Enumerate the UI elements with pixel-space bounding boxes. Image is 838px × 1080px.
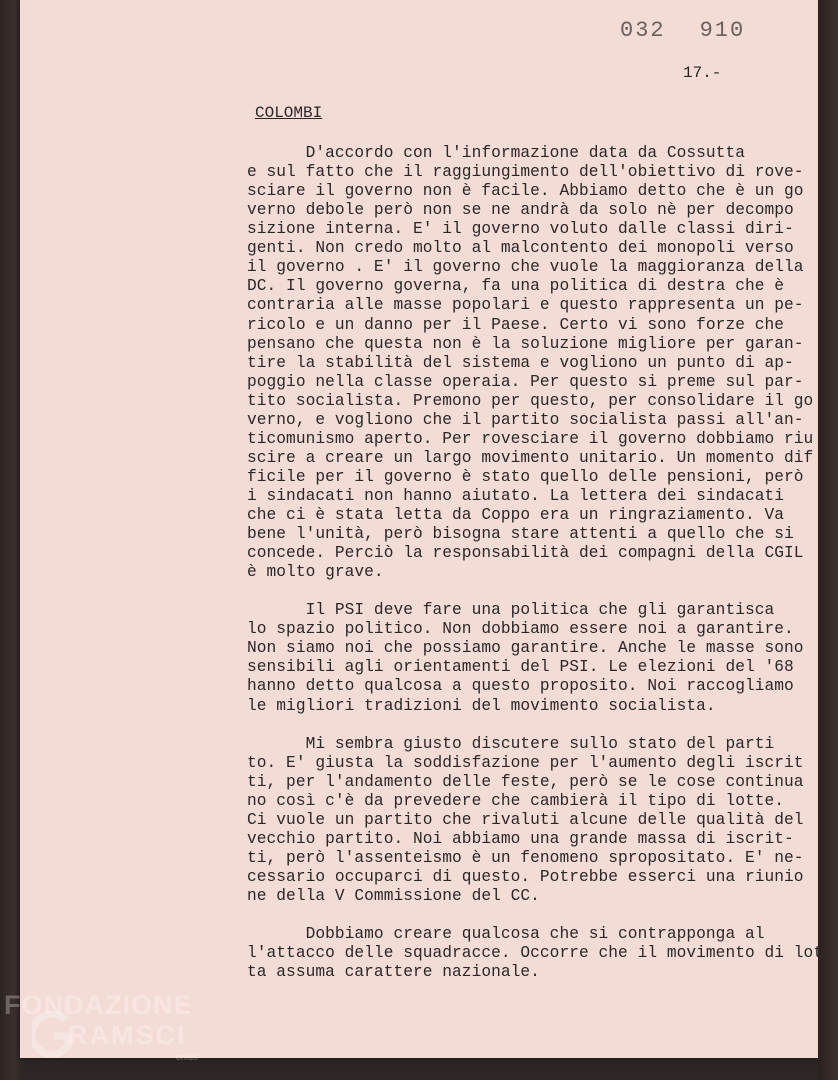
- text-line: ficile per il governo è stato quello delle pensioni, però: [247, 467, 804, 486]
- text-line: contraria alle masse popolari e questo rappresenta un pe-: [247, 296, 804, 315]
- text-line: D'accordo con l'informazione data da Cossutta: [247, 144, 745, 162]
- text-line: ticomunismo aperto. Per rovesciare il governo dobbiamo riu: [247, 429, 814, 448]
- text-line: verno, e vogliono che il partito socialista passi all'an-: [247, 410, 804, 429]
- speaker-heading: COLOMBI: [255, 104, 323, 122]
- text-line: poggio nella classe operaia. Per questo si preme sul par-: [247, 372, 804, 391]
- text-line: ta assuma carattere nazionale.: [247, 963, 540, 982]
- text-line: sizione interna. E' il governo voluto dalle classi diri-: [247, 220, 794, 239]
- text-line: Il PSI deve fare una politica che gli garantisca: [247, 601, 775, 620]
- text-line: DC. Il governo governa, fa una politica di destra che è: [247, 277, 785, 296]
- text-line: l'attacco delle squadracce. Occorre che il movimento di lot: [247, 944, 824, 963]
- text-line: ti, però l'assenteismo è un fenomeno spropositato. E' ne-: [247, 848, 804, 867]
- text-line: no così c'è da prevedere che cambierà il tipo di lotte.: [247, 791, 785, 810]
- text-line: i sindacati non hanno aiutato. La lettera dei sindacati: [247, 486, 785, 505]
- archive-number: [620, 18, 779, 43]
- text-line: pensano che questa non è la soluzione migliore per garan-: [247, 334, 804, 353]
- text-line: concede. Perciò la responsabilità dei compagni della CGIL: [247, 544, 804, 562]
- text-line: Ci vuole un partito che rivaluti alcune delle qualità del: [247, 810, 804, 829]
- text-line: Dobbiamo creare qualcosa che si contrapponga al: [247, 925, 765, 944]
- text-line: le migliori tradizioni del movimento socialista.: [247, 696, 716, 715]
- text-line: vecchio partito. Noi abbiamo una grande massa di iscrit-: [247, 829, 794, 848]
- text-line: Mi sembra giusto discutere sullo stato del parti: [247, 734, 775, 753]
- text-line: ne della V Commissione del CC.: [247, 887, 540, 905]
- watermark-line-2: RAMSCI: [68, 1020, 187, 1050]
- text-line: lo spazio politico. Non dobbiamo essere noi a garantire.: [247, 620, 794, 639]
- archive-number-part: 910: [699, 18, 746, 43]
- text-line: ti, per l'andamento delle feste, però se le cose continua: [247, 772, 804, 791]
- gramsci-g-logo-icon: [32, 1010, 72, 1062]
- archive-number-part: 032: [620, 18, 666, 43]
- text-line: ricolo e un danno per il Paese. Certo vi sono forze che: [247, 315, 785, 334]
- text-line: to. E' giusta la soddisfazione per l'aumento degli iscrit: [247, 753, 804, 772]
- text-line: il governo . E' il governo che vuole la maggioranza della: [247, 258, 804, 277]
- text-line: sciare il governo non è facile. Abbiamo detto che è un go: [247, 182, 804, 201]
- text-line: bene l'unità, però bisogna stare attenti a quello che si: [247, 525, 794, 543]
- text-line: e sul fatto che il raggiungimento dell'obiettivo di rove-: [247, 163, 804, 182]
- watermark-line-1: FONDAZIONE: [4, 990, 193, 1020]
- watermark-line-3: onlus: [176, 1052, 198, 1062]
- text-line: che ci è stata letta da Coppo era un ringraziamento. Va: [247, 505, 785, 524]
- page-edge: [818, 0, 838, 1080]
- text-line: sensibili agli orientamenti del PSI. Le elezioni del '68: [247, 658, 794, 677]
- page-number: 17.-: [683, 64, 722, 82]
- text-line: tito socialista. Premono per questo, per consolidare il go: [247, 391, 814, 410]
- text-line: verno debole però non se ne andrà da solo nè per decompo: [247, 201, 794, 220]
- text-line: genti. Non credo molto al malcontento dei monopoli verso: [247, 239, 794, 258]
- text-line: cessario occuparci di questo. Potrebbe esserci una riunio: [247, 867, 804, 886]
- text-line: tire la stabilità del sistema e vogliono un punto di ap-: [247, 353, 794, 372]
- text-line: è molto grave.: [247, 563, 384, 582]
- text-line: scire a creare un largo movimento unitario. Un momento dif: [247, 448, 814, 467]
- text-line: hanno detto qualcosa a questo proposito. Noi raccogliamo: [247, 677, 794, 696]
- text-line: Non siamo noi che possiamo garantire. Anche le masse sono: [247, 639, 804, 658]
